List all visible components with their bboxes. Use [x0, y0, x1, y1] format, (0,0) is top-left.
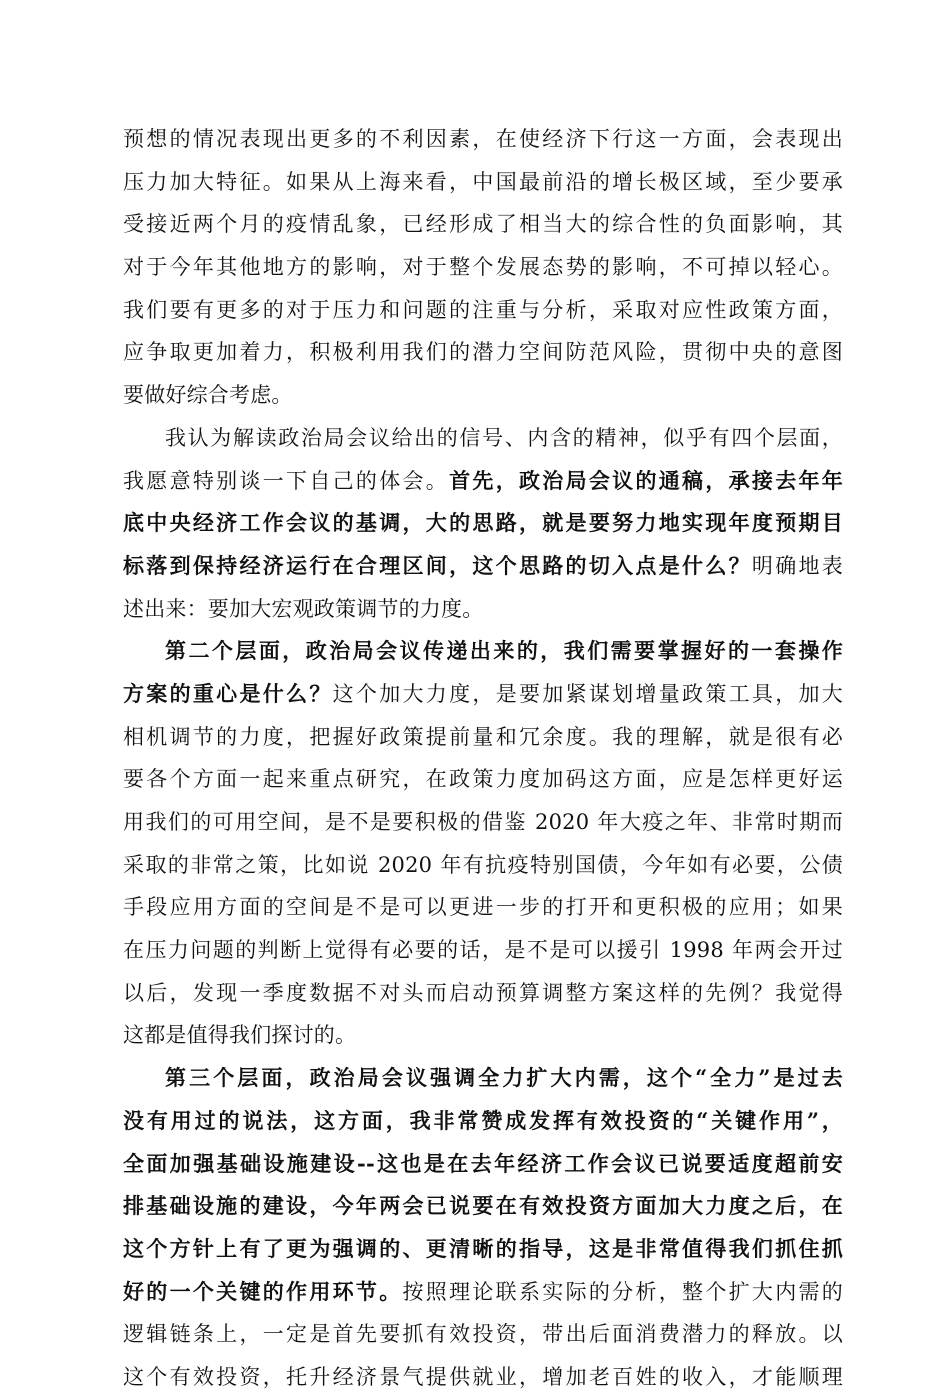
bold-text-segment: 底中央经济工作会议的基调，大的思路，就是要努力地实现年度预期目: [123, 510, 843, 536]
text-line: [123, 203, 843, 246]
text-line: [123, 972, 843, 1015]
text-segment: 我认为解读政治局会议给出的信号、内含的精神，似乎有四个层面，: [165, 425, 843, 450]
bold-text-segment: 第二个层面，政治局会议传递出来的，我们需要掌握好的一套操作: [165, 638, 843, 664]
bold-text-segment: 没有用过的说法，这方面，我非常赞成发挥有效投资的“关键作用”，: [123, 1107, 843, 1133]
text-line: [123, 1356, 843, 1399]
text-line: [123, 1100, 843, 1143]
text-line: [123, 1057, 843, 1100]
text-segment: 用我们的可用空间，是不是要积极的借鉴 2020 年大疫之年、非常时期而: [123, 810, 843, 834]
text-line: [123, 118, 843, 161]
text-line: [123, 374, 843, 417]
bold-text-segment: 方案的重心是什么？: [123, 680, 333, 706]
text-line: [123, 460, 843, 503]
text-segment: 按照理论联系实际的分析，整个扩大内需的: [402, 1279, 843, 1304]
text-segment: 手段应用方面的空间是不是可以更进一步的打开和更积极的应用；如果: [123, 895, 843, 920]
text-segment: 这个加大力度，是要加紧谋划增量政策工具，加大: [332, 681, 843, 706]
text-line: [123, 246, 843, 289]
text-line: [123, 801, 843, 844]
text-segment: 采取的非常之策，比如说 2020 年有抗疫特别国债，今年如有必要，公债: [123, 852, 843, 877]
bold-text-segment: 第三个层面，政治局会议强调全力扩大内需，这个“全力”是过去: [165, 1065, 843, 1091]
text-line: [123, 1228, 843, 1271]
text-line: [123, 758, 843, 801]
text-line: [123, 1185, 843, 1228]
text-line: [123, 844, 843, 887]
text-line: [123, 502, 843, 545]
text-segment: 预想的情况表现出更多的不利因素，在使经济下行这一方面，会表现出: [123, 127, 843, 151]
text-segment: 这都是值得我们探讨的。: [123, 1023, 357, 1048]
text-line: [123, 331, 843, 374]
bold-text-segment: 标落到保持经济运行在合理区间，这个思路的切入点是什么？: [123, 552, 752, 578]
text-segment: 要做好综合考虑。: [123, 383, 293, 408]
document-body: [123, 118, 843, 1399]
text-line: [123, 1313, 843, 1356]
text-line: [123, 161, 843, 204]
bold-text-segment: 全面加强基础设施建设--这也是在去年经济工作会议已说要适度超前安: [123, 1150, 843, 1176]
text-segment: 这个有效投资，托升经济景气提供就业，增加老百姓的收入，才能顺理: [123, 1364, 843, 1389]
text-segment: 在压力问题的判断上觉得有必要的话，是不是可以援引 1998 年两会开过: [123, 938, 843, 963]
text-line: [123, 289, 843, 332]
text-segment: 对于今年其他地方的影响，对于整个发展态势的影响，不可掉以轻心。: [123, 255, 843, 280]
bold-text-segment: 好的一个关键的作用环节。: [123, 1278, 403, 1304]
text-segment: 应争取更加着力，积极利用我们的潜力空间防范风险，贯彻中央的意图: [123, 340, 843, 365]
text-segment: 相机调节的力度，把握好政策提前量和冗余度。我的理解，就是很有必: [123, 724, 843, 749]
bold-text-segment: 首先，政治局会议的通稿，承接去年年: [449, 467, 843, 493]
text-segment: 受接近两个月的疫情乱象，已经形成了相当大的综合性的负面影响，其: [123, 212, 843, 237]
text-segment: 我们要有更多的对于压力和问题的注重与分析，采取对应性政策方面，: [123, 297, 843, 322]
bold-text-segment: 排基础设施的建设，今年两会已说要在有效投资方面加大力度之后，在: [123, 1193, 843, 1219]
text-line: [123, 929, 843, 972]
text-segment: 明确地表: [751, 553, 843, 578]
text-segment: 我愿意特别谈一下自己的体会。: [123, 468, 450, 493]
text-segment: 以后，发现一季度数据不对头而启动预算调整方案这样的先例？我觉得: [123, 980, 843, 1005]
text-line: [123, 673, 843, 716]
text-line: [123, 417, 843, 460]
text-line: [123, 630, 843, 673]
text-line: [123, 1014, 843, 1057]
text-segment: 压力加大特征。如果从上海来看，中国最前沿的增长极区域，至少要承: [123, 169, 843, 194]
text-segment: 述出来：要加大宏观政策调节的力度。: [123, 596, 484, 621]
text-line: [123, 545, 843, 588]
text-line: [123, 886, 843, 929]
text-line: [123, 1271, 843, 1314]
text-segment: 要各个方面一起来重点研究，在政策力度加码这方面，应是怎样更好运: [123, 767, 843, 792]
text-line: [123, 588, 843, 631]
text-segment: 逻辑链条上，一定是首先要抓有效投资，带出后面消费潜力的释放。以: [123, 1322, 843, 1347]
text-line: [123, 716, 843, 759]
bold-text-segment: 这个方针上有了更为强调的、更清晰的指导，这是非常值得我们抓住抓: [123, 1235, 843, 1261]
text-line: [123, 1143, 843, 1186]
